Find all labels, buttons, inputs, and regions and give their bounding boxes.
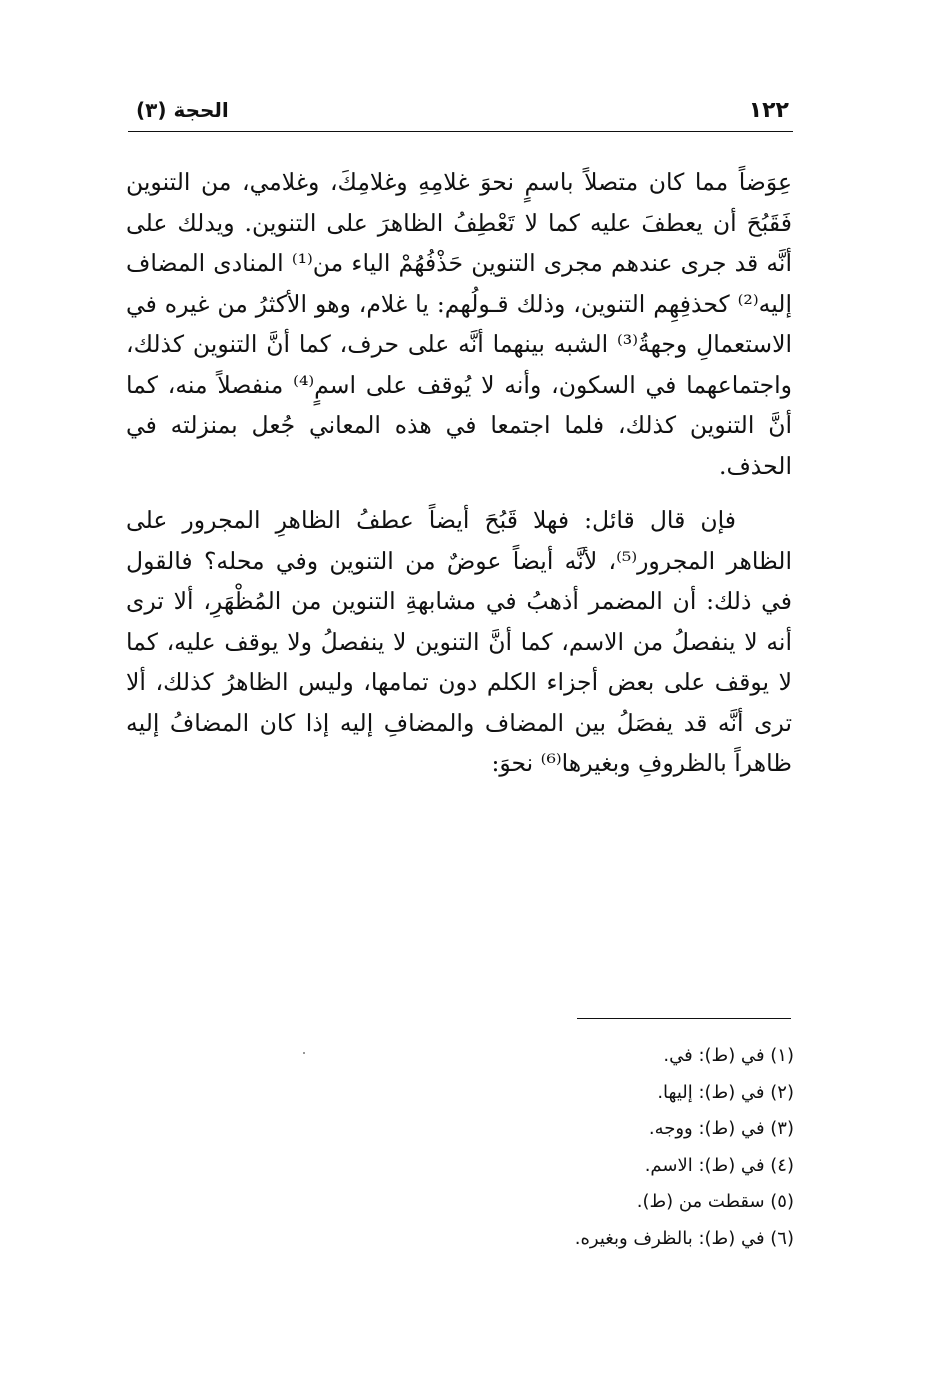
- scan-speck: [303, 1052, 305, 1054]
- page-header: [128, 98, 793, 132]
- footnote: (١) في (ط): في.: [663, 1045, 794, 1066]
- main-text: [126, 162, 792, 784]
- paragraph: فإن قال قائل: فهلا قَبُحَ أيضاً عطفُ الظاهرِ المجرور على الظاهر المجرور⁽⁵⁾، لأنَّه أيضاً عوضٌ من التنوين وفي محله؟ فالقول في ذلك: أن المضمر أذهبُ في مشابهةِ التنوين من المُظْهَرِ، ألا ترى أنه لا ينفصلُ من الاسم، كما أنَّ التنوين لا ينفصلُ ولا يوقف عليه، كما لا يوقف على بعض أجزاء الكلم دون تمامها، وليس الظاهرُ كذلك، ألا ترى أنَّه قد يفصَلُ بين المضاف والمضافِ إليه إذا كان المضافُ إليه ظاهراً بالظروفِ وبغيرها⁽⁶⁾ نحوَ:: [126, 506, 792, 777]
- footnote: (٤) في (ط): الاسم.: [644, 1154, 794, 1176]
- footnote: (٢) في (ط): إليها.: [657, 1081, 794, 1103]
- footnotes-list: [314, 1038, 794, 1257]
- footnote-rule: [577, 1018, 791, 1019]
- footnote: (٥) سقطت من (ط).: [636, 1191, 794, 1212]
- paragraph: عِوَضاً مما كان متصلاً باسمٍ نحوَ غلامِهِ وغلامِكَ، وغلامي، من التنوين فَقَبُحَ أن يعطفَ عليه كما لا تَعْطِفُ الظاهرَ على التنوين. ويدلك على أنَّه قد جرى عندهم مجرى التنوين حَذْفُهُمْ الياء من⁽¹⁾ المنادى المضاف إليه⁽²⁾ كحذفِهِم التنوين، وذلك قـولُهم: يا غلام، وهو الأكثرُ من غيره في الاستعمالِ وجهةُ⁽³⁾ الشبه بينهما أنَّه على حرف، كما أنَّ التنوين كذلك، واجتماعهما في السكون، وأنه لا يُوقف على اسمٍ⁽⁴⁾ منفصلاً منه، كما أنَّ التنوين كذلك، فلما اجتمعا في هذه المعاني جُعل بمنزلته في الحذف.: [126, 168, 792, 480]
- running-title: الحجة (٣): [136, 98, 229, 122]
- footnote: (٦) في (ط): بالظرف وبغيره.: [574, 1227, 794, 1249]
- page-number: ١٢٢: [748, 98, 789, 123]
- footnote: (٣) في (ط): ووجه.: [648, 1118, 794, 1139]
- header-rule: [128, 131, 793, 132]
